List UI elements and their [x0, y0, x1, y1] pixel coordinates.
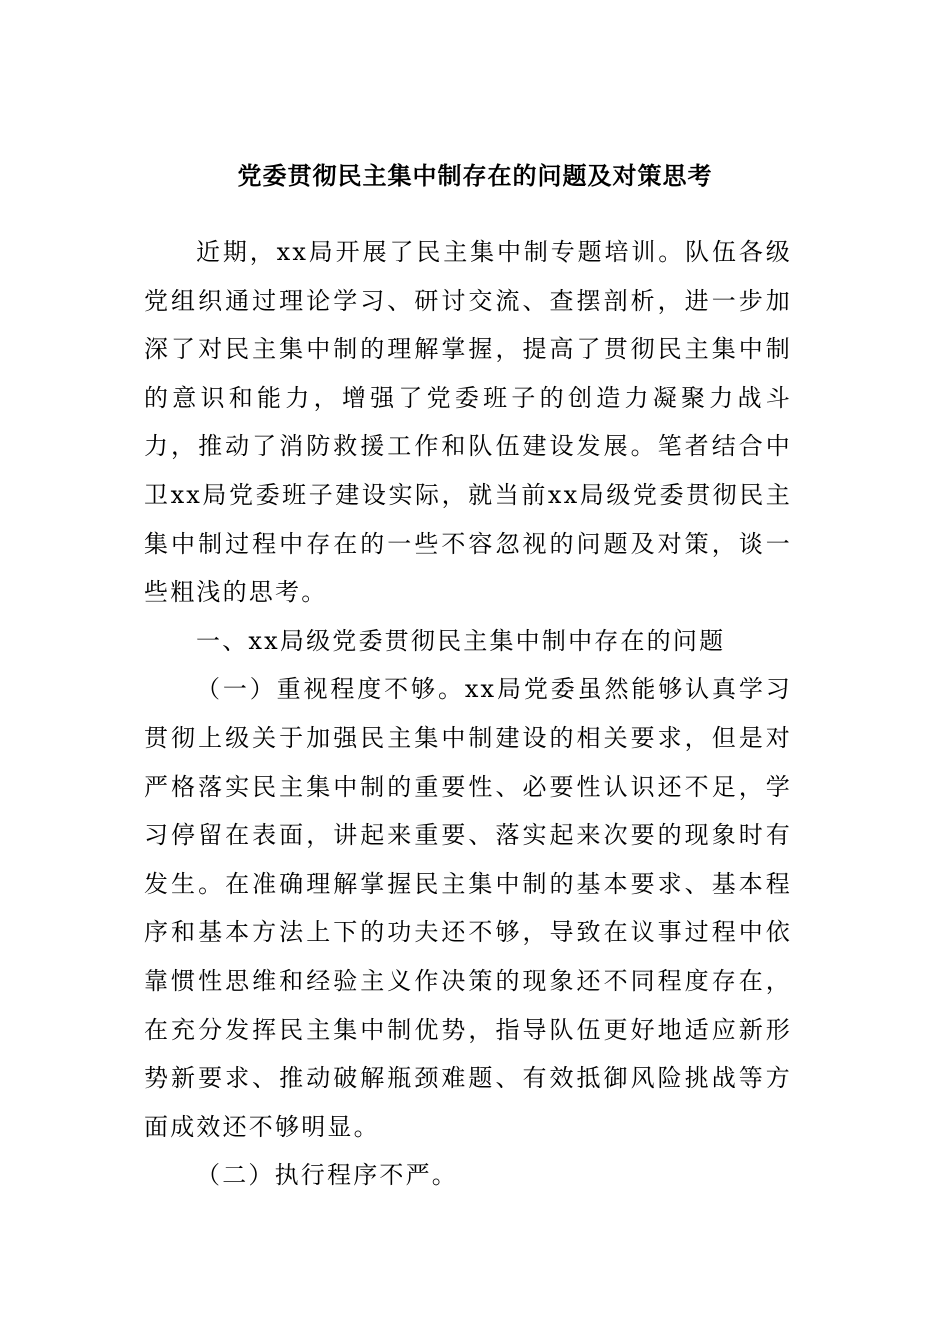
- section-heading: 一、xx局级党委贯彻民主集中制中存在的问题: [196, 626, 726, 655]
- document-body: [144, 228, 792, 1200]
- subsection-paragraph-1: （一）重视程度不够。xx局党委虽然能够认真学习贯彻上级关于加强民主集中制建设的相关要求，但是对严格落实民主集中制的重要性、必要性认识还不足，学习停留在表面，讲起来重要、落实起来次要的现象时有发生。在准确理解掌握民主集中制的基本要求、基本程序和基本方法上下的功夫还不够，导致在议事过程中依靠惯性思维和经验主义作决策的现象还不同程度存在，在充分发挥民主集中制优势，指导队伍更好地适应新形势新要求、推动破解瓶颈难题、有效抵御风险挑战等方面成效还不够明显。: [144, 675, 792, 1141]
- document-title: 党委贯彻民主集中制存在的问题及对策思考: [237, 161, 713, 190]
- intro-paragraph: 近期，xx局开展了民主集中制专题培训。队伍各级党组织通过理论学习、研讨交流、查摆剖析，进一步加深了对民主集中制的理解掌握，提高了贯彻民主集中制的意识和能力，增强了党委班子的创造力凝聚力战斗力，推动了消防救援工作和队伍建设发展。笔者结合中卫xx局党委班子建设实际，就当前xx局级党委贯彻民主集中制过程中存在的一些不容忽视的问题及对策，谈一些粗浅的思考。: [144, 238, 792, 607]
- subsection-heading-2: （二）执行程序不严。: [196, 1161, 458, 1190]
